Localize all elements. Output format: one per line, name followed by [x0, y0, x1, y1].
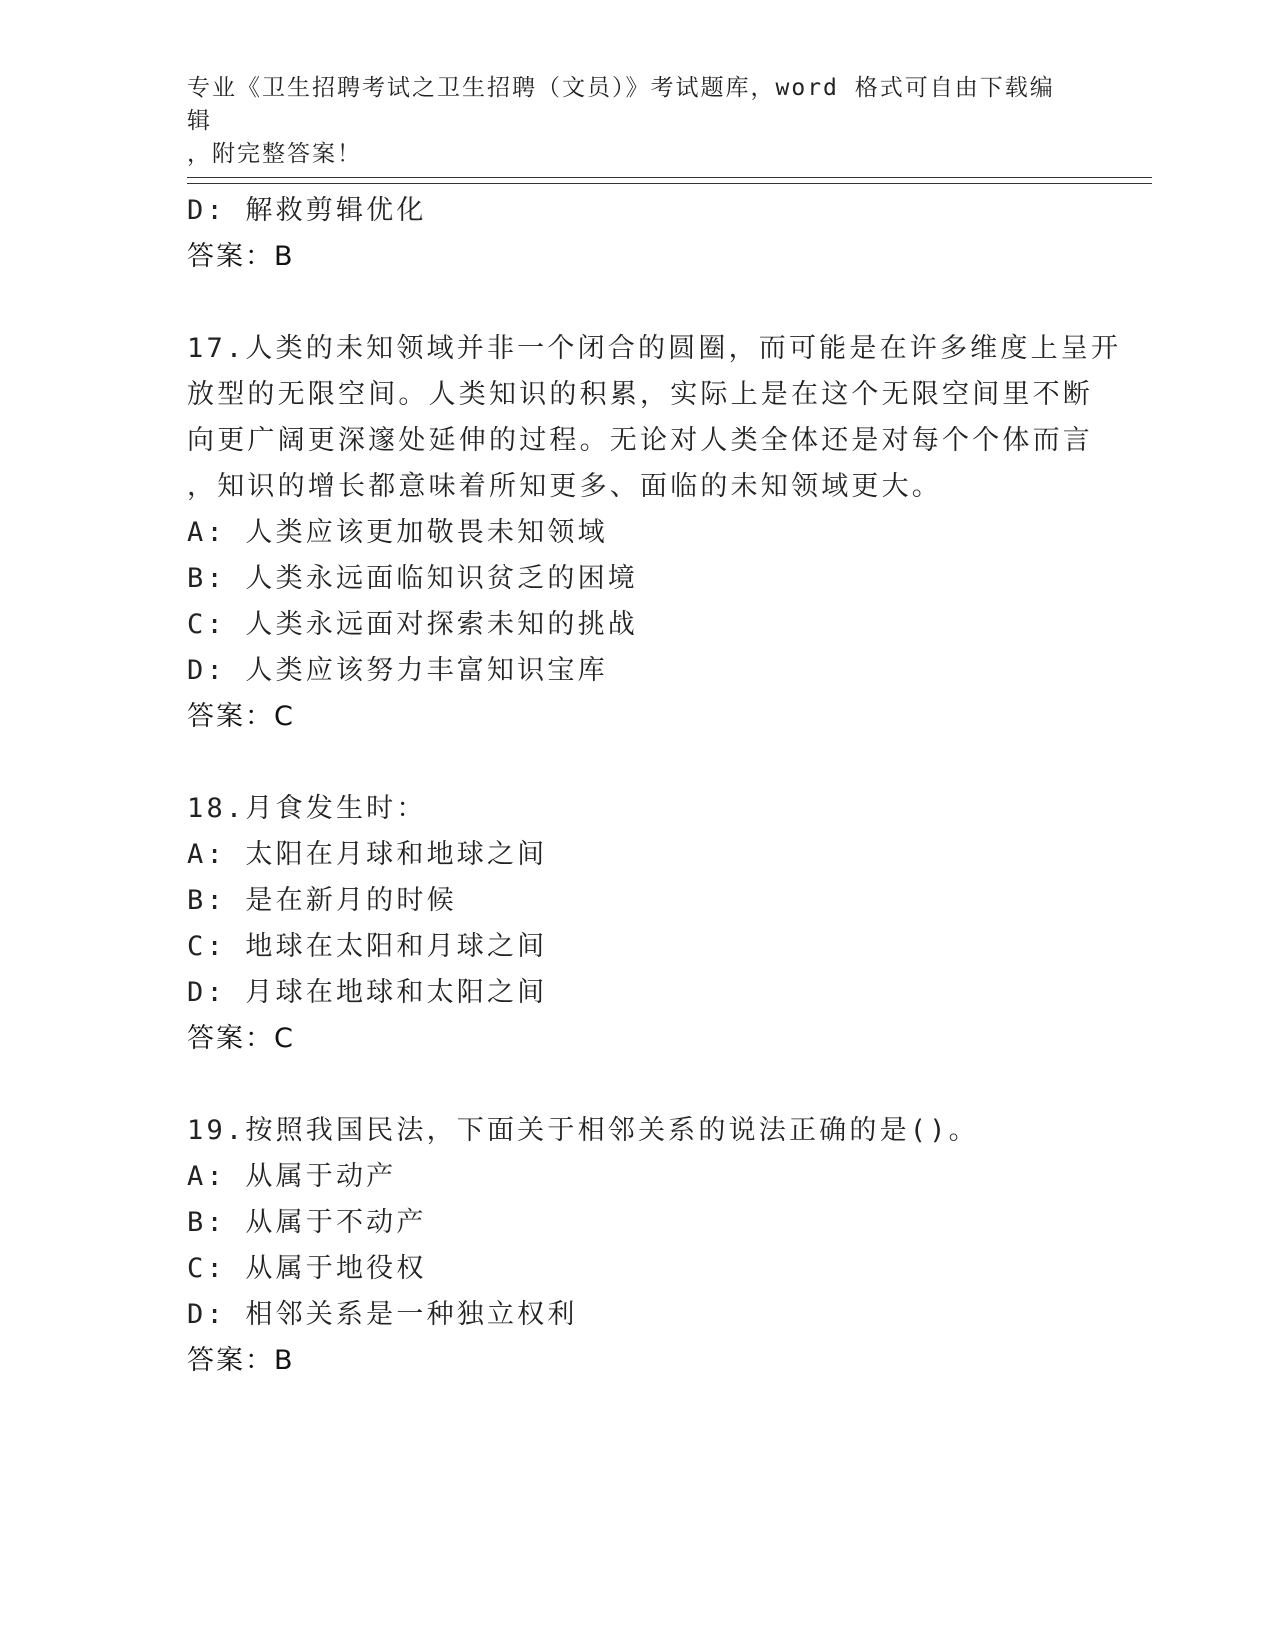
spacer [187, 280, 1117, 326]
question-block-17 [187, 326, 1122, 740]
option-d: D: 解救剪辑优化 [187, 195, 427, 226]
option-b: B: 从属于不动产 [187, 1207, 427, 1238]
option-a: A: 太阳在月球和地球之间 [187, 839, 548, 870]
question-text-line: ，知识的增长都意味着所知更多、面临的未知领域更大。 [187, 471, 942, 502]
option-c: C: 人类永远面对探索未知的挑战 [187, 609, 638, 640]
document-body [187, 188, 1122, 1384]
document-header [187, 72, 1067, 171]
spacer [187, 1062, 1117, 1108]
option-b: B: 人类永远面临知识贫乏的困境 [187, 563, 638, 594]
question-text-line: 18.月食发生时： [187, 793, 427, 824]
question-text-line: 17.人类的未知领域并非一个闭合的圆圈，而可能是在许多维度上呈开 [187, 333, 1122, 364]
answer-line: 答案：C [187, 1023, 295, 1054]
option-c: C: 地球在太阳和月球之间 [187, 931, 548, 962]
option-a: A: 人类应该更加敬畏未知领域 [187, 517, 608, 548]
header-line-2: ，附完整答案！ [187, 141, 362, 167]
header-divider-top [187, 177, 1152, 178]
question-text-line: 放型的无限空间。人类知识的积累，实际上是在这个无限空间里不断 [187, 379, 1093, 410]
answer-line: 答案：C [187, 701, 295, 732]
question-text-line: 19.按照我国民法，下面关于相邻关系的说法正确的是()。 [187, 1115, 979, 1146]
answer-line: 答案：B [187, 1345, 295, 1376]
question-block-18 [187, 786, 1117, 1062]
option-d: D: 人类应该努力丰富知识宝库 [187, 655, 608, 686]
option-c: C: 从属于地役权 [187, 1253, 427, 1284]
answer-line: 答案：B [187, 241, 295, 272]
option-d: D: 相邻关系是一种独立权利 [187, 1299, 578, 1330]
question-text-line: 向更广阔更深邃处延伸的过程。无论对人类全体还是对每个个体而言 [187, 425, 1093, 456]
option-d: D: 月球在地球和太阳之间 [187, 977, 548, 1008]
spacer [187, 740, 1117, 786]
header-line-1: 专业《卫生招聘考试之卫生招聘（文员）》考试题库，word 格式可自由下载编辑 [187, 75, 1055, 134]
header-divider-bottom [187, 183, 1152, 184]
option-b: B: 是在新月的时候 [187, 885, 457, 916]
question-block-19 [187, 1108, 1117, 1384]
option-a: A: 从属于动产 [187, 1161, 397, 1192]
